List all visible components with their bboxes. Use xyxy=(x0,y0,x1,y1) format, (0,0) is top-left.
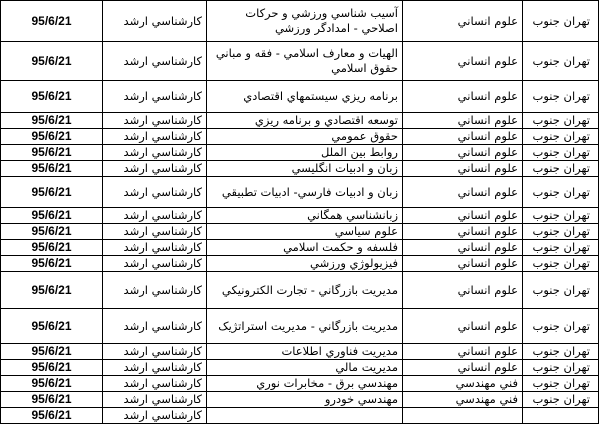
branch-cell: تهران جنوب xyxy=(523,392,599,408)
date-cell: 95/6/21 xyxy=(1,81,103,113)
date-cell: 95/6/21 xyxy=(1,208,103,224)
degree-cell: کارشناسي ارشد xyxy=(103,224,207,240)
branch-cell: تهران جنوب xyxy=(523,344,599,360)
programs-table-body xyxy=(1,1,599,424)
date-cell: 95/6/21 xyxy=(1,177,103,208)
degree-cell: کارشناسي ارشد xyxy=(103,240,207,256)
group-cell: علوم انساني xyxy=(403,360,523,376)
group-cell: علوم انساني xyxy=(403,309,523,344)
table-row xyxy=(1,256,599,272)
group-cell xyxy=(403,408,523,424)
branch-cell: تهران جنوب xyxy=(523,145,599,161)
degree-cell: کارشناسي ارشد xyxy=(103,376,207,392)
branch-cell: تهران جنوب xyxy=(523,81,599,113)
field-cell: علوم سياسي xyxy=(207,224,403,240)
field-cell: برنامه ريزي سيستمهاي اقتصادي xyxy=(207,81,403,113)
field-cell: فلسفه و حكمت اسلامي xyxy=(207,240,403,256)
date-cell: 95/6/21 xyxy=(1,129,103,145)
group-cell: علوم انساني xyxy=(403,240,523,256)
table-row xyxy=(1,240,599,256)
table-row xyxy=(1,392,599,408)
degree-cell: کارشناسي ارشد xyxy=(103,145,207,161)
branch-cell: تهران جنوب xyxy=(523,208,599,224)
degree-cell: کارشناسي ارشد xyxy=(103,392,207,408)
group-cell: علوم انساني xyxy=(403,81,523,113)
date-cell: 95/6/21 xyxy=(1,360,103,376)
table-row xyxy=(1,309,599,344)
group-cell: فني مهندسي xyxy=(403,376,523,392)
table-row xyxy=(1,81,599,113)
table-row xyxy=(1,208,599,224)
branch-cell: تهران جنوب xyxy=(523,224,599,240)
table-row xyxy=(1,344,599,360)
table-row xyxy=(1,129,599,145)
table-row xyxy=(1,1,599,42)
degree-cell: کارشناسي ارشد xyxy=(103,360,207,376)
field-cell: مديريت بازرگاني - مديريت استراتژيک xyxy=(207,309,403,344)
table-row xyxy=(1,224,599,240)
field-cell: مهندسي برق - مخابرات نوري xyxy=(207,376,403,392)
branch-cell: تهران جنوب xyxy=(523,177,599,208)
degree-cell: کارشناسي ارشد xyxy=(103,344,207,360)
degree-cell: کارشناسي ارشد xyxy=(103,1,207,42)
group-cell: علوم انساني xyxy=(403,145,523,161)
branch-cell: تهران جنوب xyxy=(523,360,599,376)
branch-cell: تهران جنوب xyxy=(523,161,599,177)
group-cell: علوم انساني xyxy=(403,208,523,224)
degree-cell: کارشناسي ارشد xyxy=(103,81,207,113)
group-cell: علوم انساني xyxy=(403,256,523,272)
branch-cell: تهران جنوب xyxy=(523,272,599,309)
degree-cell: کارشناسي ارشد xyxy=(103,161,207,177)
field-cell: مديريت بازرگاني - تجارت الكترونيكي xyxy=(207,272,403,309)
degree-cell: کارشناسي ارشد xyxy=(103,113,207,129)
group-cell: علوم انساني xyxy=(403,42,523,81)
field-cell: مديريت مالي xyxy=(207,360,403,376)
table-row xyxy=(1,376,599,392)
field-cell: زبان و ادبيات انگليسي xyxy=(207,161,403,177)
group-cell: علوم انساني xyxy=(403,224,523,240)
field-cell: فيزيولوژي ورزشي xyxy=(207,256,403,272)
date-cell: 95/6/21 xyxy=(1,224,103,240)
field-cell: روابط بين الملل xyxy=(207,145,403,161)
group-cell: علوم انساني xyxy=(403,344,523,360)
date-cell: 95/6/21 xyxy=(1,376,103,392)
field-cell: الهيات و معارف اسلامي - فقه و مباني حقوق اسلامي xyxy=(207,42,403,81)
table-row xyxy=(1,145,599,161)
table-row xyxy=(1,360,599,376)
table-row xyxy=(1,177,599,208)
field-cell: آسيب شناسي ورزشي و حركات اصلاحي - امدادگر ورزشي xyxy=(207,1,403,42)
branch-cell: تهران جنوب xyxy=(523,129,599,145)
branch-cell: تهران جنوب xyxy=(523,376,599,392)
date-cell: 95/6/21 xyxy=(1,408,103,424)
degree-cell: کارشناسي ارشد xyxy=(103,272,207,309)
degree-cell: کارشناسي ارشد xyxy=(103,408,207,424)
date-cell: 95/6/21 xyxy=(1,272,103,309)
field-cell: زبان و ادبيات فارسي- ادبيات تطبيقي xyxy=(207,177,403,208)
field-cell: مهندسي خودرو xyxy=(207,392,403,408)
field-cell: حقوق عمومي xyxy=(207,129,403,145)
branch-cell: تهران جنوب xyxy=(523,42,599,81)
group-cell: فني مهندسي xyxy=(403,392,523,408)
date-cell: 95/6/21 xyxy=(1,145,103,161)
date-cell: 95/6/21 xyxy=(1,240,103,256)
group-cell: علوم انساني xyxy=(403,177,523,208)
date-cell: 95/6/21 xyxy=(1,344,103,360)
date-cell: 95/6/21 xyxy=(1,392,103,408)
branch-cell: تهران جنوب xyxy=(523,113,599,129)
degree-cell: کارشناسي ارشد xyxy=(103,177,207,208)
branch-cell: تهران جنوب xyxy=(523,1,599,42)
degree-cell: کارشناسي ارشد xyxy=(103,256,207,272)
field-cell: توسعه اقتصادي و برنامه ريزي xyxy=(207,113,403,129)
table-row xyxy=(1,42,599,81)
degree-cell: کارشناسي ارشد xyxy=(103,208,207,224)
date-cell: 95/6/21 xyxy=(1,1,103,42)
field-cell: زبانشناسي همگاني xyxy=(207,208,403,224)
group-cell: علوم انساني xyxy=(403,113,523,129)
group-cell: علوم انساني xyxy=(403,129,523,145)
field-cell: مديريت فناوري اطلاعات xyxy=(207,344,403,360)
date-cell: 95/6/21 xyxy=(1,113,103,129)
field-cell xyxy=(207,408,403,424)
table-row xyxy=(1,408,599,424)
branch-cell: تهران جنوب xyxy=(523,240,599,256)
date-cell: 95/6/21 xyxy=(1,42,103,81)
degree-cell: کارشناسي ارشد xyxy=(103,129,207,145)
degree-cell: کارشناسي ارشد xyxy=(103,309,207,344)
table-row xyxy=(1,113,599,129)
degree-cell: کارشناسي ارشد xyxy=(103,42,207,81)
table-row xyxy=(1,272,599,309)
branch-cell: تهران جنوب xyxy=(523,309,599,344)
group-cell: علوم انساني xyxy=(403,1,523,42)
date-cell: 95/6/21 xyxy=(1,256,103,272)
date-cell: 95/6/21 xyxy=(1,161,103,177)
branch-cell: تهران جنوب xyxy=(523,256,599,272)
group-cell: علوم انساني xyxy=(403,161,523,177)
date-cell: 95/6/21 xyxy=(1,309,103,344)
group-cell: علوم انساني xyxy=(403,272,523,309)
branch-cell xyxy=(523,408,599,424)
table-row xyxy=(1,161,599,177)
